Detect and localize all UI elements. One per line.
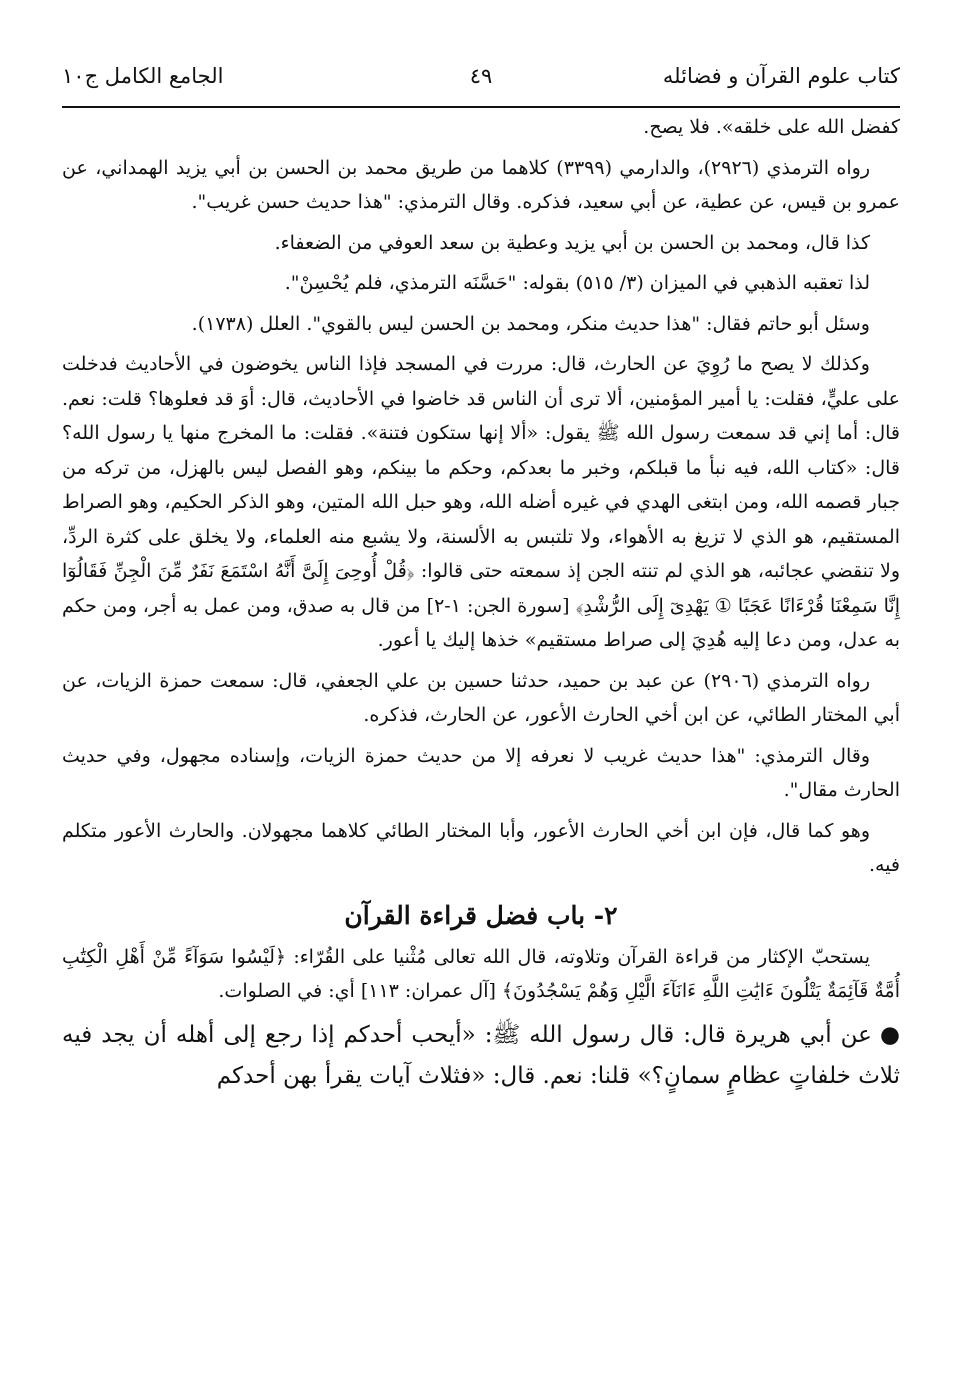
hadith-body: عن أبي هريرة قال: قال رسول الله ﷺ: «أيحب أحدكم إذا رجع إلى أهله أن يجد فيه ثلاث خلفاتٍ عظامٍ سمانٍ؟» قلنا: نعم. قال: «فثلاث آيات يقرأ بهن أحدكم (62, 1021, 900, 1089)
collection-volume: الجامع الكامل ج١٠ (62, 64, 224, 88)
paragraph-6: وكذلك لا يصح ما رُوِيَ عن الحارث، قال: مررت في المسجد فإذا الناس يخوضون في الأحاديث فدخلت على عليٍّ، فقلت: يا أمير المؤمنين، ألا ترى أن الناس قد خاضوا في الأحاديث، قال: أوَ قد فعلوها؟ قلت: نعم. قال: أما إني قد سمعت رسول الله ﷺ يقول: «ألا إنها ستكون فتنة». فقلت: ما المخرج منها يا رسول الله؟ قال: «كتاب الله، فيه نبأ ما قبلكم، وخبر ما بعدكم، وحكم ما بينكم، وهو الفصل ليس بالهزل، من تركه من جبار قصمه الله، ومن ابتغى الهدي في غيره أضله الله، وهو حبل الله المتين، وهو الذكر الحكيم، وهو الصراط المستقيم، هو الذي لا تزيغ به الأهواء، ولا تلتبس به الألسنة، ولا يشبع منه العلماء، ولا يخلق على كثرة الردِّ، ولا تنقضي عجائبه، هو الذي لم تنته الجن إذ سمعته حتى قالوا: ﴿قُلْ أُوحِىَ إِلَىَّ أَنَّهُ اسْتَمَعَ نَفَرٌ مِّنَ الْجِنِّ فَقَالُوٓا إِنَّا سَمِعْنَا قُرْءَانًا عَجَبًا ① يَهْدِىٓ إِلَى الرُّشْدِ﴾ [سورة الجن: ١-٢] من قال به صدق، ومن عمل به أجر، ومن حكم به عدل، ومن دعا إليه هُدِيَ إلى صراط مستقيم» خذها إليك يا أعور. (62, 353, 900, 651)
hadith-text (62, 1015, 900, 1097)
section-heading: ٢- باب فضل قراءة القرآن (344, 900, 618, 930)
paragraph-8: وقال الترمذي: "هذا حديث غريب لا نعرفه إلا من حديث حمزة الزيات، وإسناده مجهول، وفي حديث الحارث مقال". (62, 744, 900, 801)
paragraph-1: كفضل الله على خلقه». فلا يصح. (643, 116, 900, 138)
book-page (62, 58, 900, 1097)
paragraph-7: رواه الترمذي (٢٩٠٦) عن عبد بن حميد، حدثنا حسين بن علي الجعفي، قال: سمعت حمزة الزيات، عن أبي المختار الطائي، عن ابن أخي الحارث الأعور، عن الحارث، فذكره. (62, 669, 900, 726)
paragraph-9: وهو كما قال، فإن ابن أخي الحارث الأعور، وأبا المختار الطائي كلاهما مجهولان. والحارث الأعور متكلم فيه. (62, 819, 900, 876)
header-rule (62, 106, 900, 108)
running-header (62, 58, 900, 98)
paragraph-5: وسئل أبو حاتم فقال: "هذا حديث منكر، ومحمد بن الحسن ليس بالقوي". العلل (١٧٣٨). (191, 312, 870, 335)
bullet-icon: ● (879, 1021, 900, 1048)
section-intro: يستحبّ الإكثار من قراءة القرآن وتلاوته، قال الله تعالى مُثْنيا على القُرّاء: ﴿لَيْسُوا سَوَآءً مِّنْ أَهْلِ الْكِتَٰبِ أُمَّةٌ قَآئِمَةٌ يَتْلُونَ ءَايَٰتِ اللَّهِ ءَانَآءَ الَّيْلِ وَهُمْ يَسْجُدُونَ﴾ [آل عمران: ١١٣] أي: في الصلوات. (62, 945, 900, 1002)
page-number: ٤٩ (469, 64, 493, 88)
paragraph-3: كذا قال، ومحمد بن الحسن بن أبي يزيد وعطية بن سعد العوفي من الضعفاء. (274, 231, 870, 254)
paragraph-2: رواه الترمذي (٢٩٢٦)، والدارمي (٣٣٩٩) كلاهما من طريق محمد بن الحسن بن أبي يزيد الهمداني، عن عمرو بن قيس، عن عطية، عن أبي سعيد، فذكره. وقال الترمذي: "هذا حديث حسن غريب". (62, 156, 900, 213)
book-title: كتاب علوم القرآن و فضائله (662, 64, 900, 88)
paragraph-4: لذا تعقبه الذهبي في الميزان (٣/ ٥١٥) بقوله: "حَسَّنَه الترمذي، فلم يُحْسِنْ". (284, 272, 870, 294)
